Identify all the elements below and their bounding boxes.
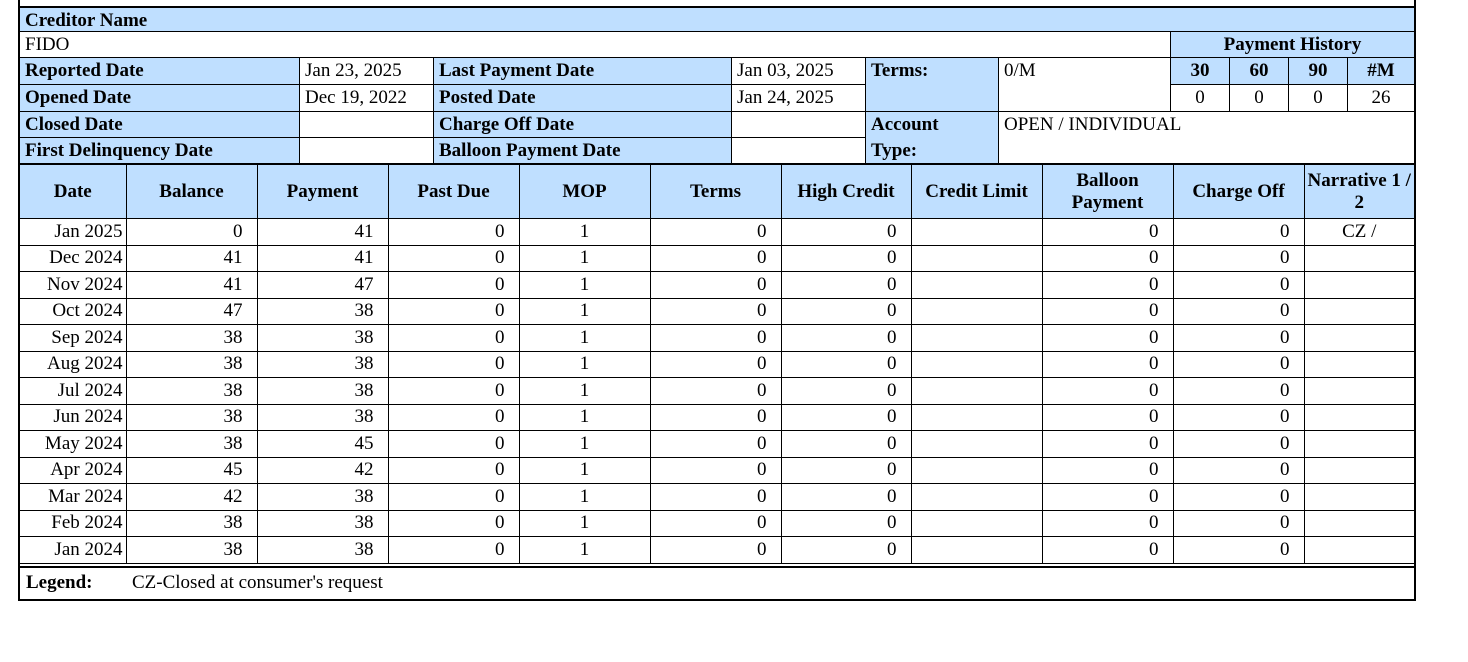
- creditor-name-value: FIDO: [20, 32, 1171, 58]
- terms-value: 0/M: [999, 58, 1171, 112]
- cell-date: Feb 2024: [20, 510, 126, 537]
- cell-past-due: 0: [388, 484, 519, 511]
- cell-mop: 1: [519, 298, 650, 325]
- cell-balloon-payment: 0: [1042, 378, 1173, 405]
- cell-payment: 38: [257, 484, 388, 511]
- balloon-payment-date-label: Balloon Payment Date: [434, 138, 732, 164]
- cell-charge-off: 0: [1173, 325, 1304, 352]
- first-delinquency-label: First Delinquency Date: [20, 138, 300, 164]
- cell-balance: 42: [126, 484, 257, 511]
- table-row: [20, 351, 1414, 378]
- cell-payment: 38: [257, 351, 388, 378]
- cell-balloon-payment: 0: [1042, 510, 1173, 537]
- cell-date: Jun 2024: [20, 404, 126, 431]
- cell-credit-limit: [911, 431, 1042, 458]
- cell-terms: 0: [650, 245, 781, 272]
- cell-payment: 38: [257, 510, 388, 537]
- cell-credit-limit: [911, 325, 1042, 352]
- cell-past-due: 0: [388, 404, 519, 431]
- account-type-label: [866, 112, 999, 164]
- cell-balloon-payment: 0: [1042, 537, 1173, 564]
- cell-balloon-payment: 0: [1042, 245, 1173, 272]
- cell-narrative: CZ /: [1304, 219, 1414, 246]
- cell-past-due: 0: [388, 457, 519, 484]
- cell-payment: 38: [257, 325, 388, 352]
- cell-credit-limit: [911, 351, 1042, 378]
- cell-terms: 0: [650, 351, 781, 378]
- cell-payment: 42: [257, 457, 388, 484]
- cell-high-credit: 0: [781, 298, 911, 325]
- cell-past-due: 0: [388, 537, 519, 564]
- cell-payment: 41: [257, 245, 388, 272]
- column-header-mop: MOP: [519, 165, 650, 219]
- column-header-narrative: Narrative 1 / 2: [1304, 165, 1414, 219]
- cell-charge-off: 0: [1173, 404, 1304, 431]
- cell-credit-limit: [911, 484, 1042, 511]
- cell-balance: 45: [126, 457, 257, 484]
- legend-label: Legend:: [26, 572, 93, 593]
- cell-high-credit: 0: [781, 404, 911, 431]
- cell-balance: 41: [126, 245, 257, 272]
- table-row: [20, 272, 1414, 299]
- cell-high-credit: 0: [781, 351, 911, 378]
- table-row: [20, 245, 1414, 272]
- posted-date-value: Jan 24, 2025: [732, 85, 866, 112]
- cell-balance: 38: [126, 325, 257, 352]
- cell-credit-limit: [911, 457, 1042, 484]
- cell-high-credit: 0: [781, 325, 911, 352]
- cell-terms: 0: [650, 537, 781, 564]
- cell-payment: 38: [257, 298, 388, 325]
- cell-past-due: 0: [388, 219, 519, 246]
- cell-balance: 38: [126, 378, 257, 405]
- cell-credit-limit: [911, 510, 1042, 537]
- column-header-credit-limit: Credit Limit: [911, 165, 1042, 219]
- table-row: [20, 404, 1414, 431]
- cell-credit-limit: [911, 404, 1042, 431]
- cell-mop: 1: [519, 272, 650, 299]
- column-header-balloon-payment: Balloon Payment: [1042, 165, 1173, 219]
- payment-history-value-60: 0: [1230, 85, 1289, 112]
- cell-narrative: [1304, 272, 1414, 299]
- cell-date: Nov 2024: [20, 272, 126, 299]
- table-header-row: [20, 165, 1414, 219]
- cell-balloon-payment: 0: [1042, 325, 1173, 352]
- cell-balance: 41: [126, 272, 257, 299]
- cell-charge-off: 0: [1173, 431, 1304, 458]
- payment-history-value-30: 0: [1171, 85, 1230, 112]
- account-type-value: OPEN / INDIVIDUAL: [999, 112, 1414, 164]
- table-row: [20, 378, 1414, 405]
- monthly-history-table: [20, 164, 1414, 564]
- cell-narrative: [1304, 404, 1414, 431]
- cell-terms: 0: [650, 404, 781, 431]
- cell-past-due: 0: [388, 272, 519, 299]
- cell-terms: 0: [650, 378, 781, 405]
- cell-balloon-payment: 0: [1042, 272, 1173, 299]
- opened-date-label: Opened Date: [20, 85, 300, 112]
- cell-charge-off: 0: [1173, 219, 1304, 246]
- cell-date: Apr 2024: [20, 457, 126, 484]
- charge-off-date-value: [732, 112, 866, 138]
- cell-high-credit: 0: [781, 537, 911, 564]
- legend-text: CZ-Closed at consumer's request: [132, 572, 383, 593]
- cell-balance: 38: [126, 510, 257, 537]
- cell-terms: 0: [650, 510, 781, 537]
- cell-high-credit: 0: [781, 484, 911, 511]
- cell-credit-limit: [911, 219, 1042, 246]
- cell-narrative: [1304, 537, 1414, 564]
- cell-balloon-payment: 0: [1042, 298, 1173, 325]
- cell-credit-limit: [911, 245, 1042, 272]
- cell-date: Jul 2024: [20, 378, 126, 405]
- table-row: [20, 298, 1414, 325]
- payment-history-col-60: 60: [1230, 58, 1289, 85]
- cell-date: Mar 2024: [20, 484, 126, 511]
- cell-mop: 1: [519, 378, 650, 405]
- cell-date: May 2024: [20, 431, 126, 458]
- cell-terms: 0: [650, 219, 781, 246]
- cell-terms: 0: [650, 325, 781, 352]
- cell-mop: 1: [519, 484, 650, 511]
- cell-charge-off: 0: [1173, 457, 1304, 484]
- cell-balance: 38: [126, 404, 257, 431]
- cell-mop: 1: [519, 351, 650, 378]
- column-header-payment: Payment: [257, 165, 388, 219]
- cell-narrative: [1304, 510, 1414, 537]
- cell-narrative: [1304, 351, 1414, 378]
- cell-date: Oct 2024: [20, 298, 126, 325]
- charge-off-date-label: Charge Off Date: [434, 112, 732, 138]
- cell-date: Aug 2024: [20, 351, 126, 378]
- cell-payment: 41: [257, 219, 388, 246]
- table-row: [20, 510, 1414, 537]
- reported-date-label: Reported Date: [20, 58, 300, 85]
- column-header-date: Date: [20, 165, 126, 219]
- cell-balance: 38: [126, 431, 257, 458]
- cell-narrative: [1304, 431, 1414, 458]
- cell-date: Jan 2024: [20, 537, 126, 564]
- cell-charge-off: 0: [1173, 537, 1304, 564]
- cell-high-credit: 0: [781, 272, 911, 299]
- last-payment-date-value: Jan 03, 2025: [732, 58, 866, 85]
- cell-payment: 38: [257, 537, 388, 564]
- table-row: [20, 484, 1414, 511]
- cell-balloon-payment: 0: [1042, 404, 1173, 431]
- payment-history-title: Payment History: [1171, 32, 1414, 58]
- cell-mop: 1: [519, 457, 650, 484]
- cell-narrative: [1304, 325, 1414, 352]
- balloon-payment-date-value: [732, 138, 866, 164]
- cell-payment: 45: [257, 431, 388, 458]
- account-type-label-line-2: Type:: [871, 140, 918, 161]
- cell-mop: 1: [519, 404, 650, 431]
- cell-narrative: [1304, 378, 1414, 405]
- last-payment-date-label: Last Payment Date: [434, 58, 732, 85]
- column-header-high-credit: High Credit: [781, 165, 911, 219]
- cell-date: Jan 2025: [20, 219, 126, 246]
- cell-terms: 0: [650, 457, 781, 484]
- cell-balance: 47: [126, 298, 257, 325]
- table-row: [20, 457, 1414, 484]
- table-body: [20, 219, 1414, 564]
- cell-high-credit: 0: [781, 219, 911, 246]
- cell-mop: 1: [519, 431, 650, 458]
- cell-balloon-payment: 0: [1042, 351, 1173, 378]
- cell-credit-limit: [911, 272, 1042, 299]
- table-row: [20, 325, 1414, 352]
- cell-payment: 47: [257, 272, 388, 299]
- cell-date: Sep 2024: [20, 325, 126, 352]
- reported-date-value: Jan 23, 2025: [300, 58, 434, 85]
- cell-balance: 38: [126, 537, 257, 564]
- cell-credit-limit: [911, 537, 1042, 564]
- table-row: [20, 219, 1414, 246]
- closed-date-label: Closed Date: [20, 112, 300, 138]
- column-header-balance: Balance: [126, 165, 257, 219]
- cell-high-credit: 0: [781, 431, 911, 458]
- closed-date-value: [300, 112, 434, 138]
- cell-past-due: 0: [388, 245, 519, 272]
- cell-charge-off: 0: [1173, 245, 1304, 272]
- table-row: [20, 431, 1414, 458]
- cell-balloon-payment: 0: [1042, 484, 1173, 511]
- payment-history-col-months: #M: [1348, 58, 1414, 85]
- account-type-label-line-1: Account: [871, 114, 939, 135]
- cell-narrative: [1304, 298, 1414, 325]
- creditor-name-header: Creditor Name: [20, 6, 1414, 32]
- cell-balloon-payment: 0: [1042, 219, 1173, 246]
- cell-high-credit: 0: [781, 457, 911, 484]
- cell-terms: 0: [650, 272, 781, 299]
- cell-charge-off: 0: [1173, 272, 1304, 299]
- cell-charge-off: 0: [1173, 298, 1304, 325]
- cell-past-due: 0: [388, 378, 519, 405]
- cell-narrative: [1304, 457, 1414, 484]
- cell-narrative: [1304, 484, 1414, 511]
- cell-credit-limit: [911, 378, 1042, 405]
- cell-terms: 0: [650, 484, 781, 511]
- cell-narrative: [1304, 245, 1414, 272]
- cell-high-credit: 0: [781, 378, 911, 405]
- payment-history-value-months: 26: [1348, 85, 1414, 112]
- posted-date-label: Posted Date: [434, 85, 732, 112]
- cell-terms: 0: [650, 431, 781, 458]
- cell-past-due: 0: [388, 431, 519, 458]
- cell-payment: 38: [257, 378, 388, 405]
- cell-past-due: 0: [388, 298, 519, 325]
- cell-charge-off: 0: [1173, 378, 1304, 405]
- cell-charge-off: 0: [1173, 484, 1304, 511]
- cell-mop: 1: [519, 537, 650, 564]
- cell-mop: 1: [519, 219, 650, 246]
- cell-date: Dec 2024: [20, 245, 126, 272]
- cell-high-credit: 0: [781, 510, 911, 537]
- payment-history-col-30: 30: [1171, 58, 1230, 85]
- cell-charge-off: 0: [1173, 351, 1304, 378]
- cell-mop: 1: [519, 325, 650, 352]
- cell-payment: 38: [257, 404, 388, 431]
- table-row: [20, 537, 1414, 564]
- legend: [20, 566, 1414, 599]
- cell-balance: 0: [126, 219, 257, 246]
- first-delinquency-value: [300, 138, 434, 164]
- cell-high-credit: 0: [781, 245, 911, 272]
- cell-past-due: 0: [388, 510, 519, 537]
- cell-charge-off: 0: [1173, 510, 1304, 537]
- cell-past-due: 0: [388, 325, 519, 352]
- terms-label: Terms:: [866, 58, 999, 112]
- column-header-past-due: Past Due: [388, 165, 519, 219]
- cell-mop: 1: [519, 245, 650, 272]
- cell-mop: 1: [519, 510, 650, 537]
- column-header-terms: Terms: [650, 165, 781, 219]
- cell-balloon-payment: 0: [1042, 431, 1173, 458]
- column-header-charge-off: Charge Off: [1173, 165, 1304, 219]
- tradeline-card: [18, 0, 1416, 601]
- cell-balloon-payment: 0: [1042, 457, 1173, 484]
- cell-past-due: 0: [388, 351, 519, 378]
- opened-date-value: Dec 19, 2022: [300, 85, 434, 112]
- cell-terms: 0: [650, 298, 781, 325]
- payment-history-value-90: 0: [1289, 85, 1348, 112]
- cell-balance: 38: [126, 351, 257, 378]
- cell-credit-limit: [911, 298, 1042, 325]
- payment-history-col-90: 90: [1289, 58, 1348, 85]
